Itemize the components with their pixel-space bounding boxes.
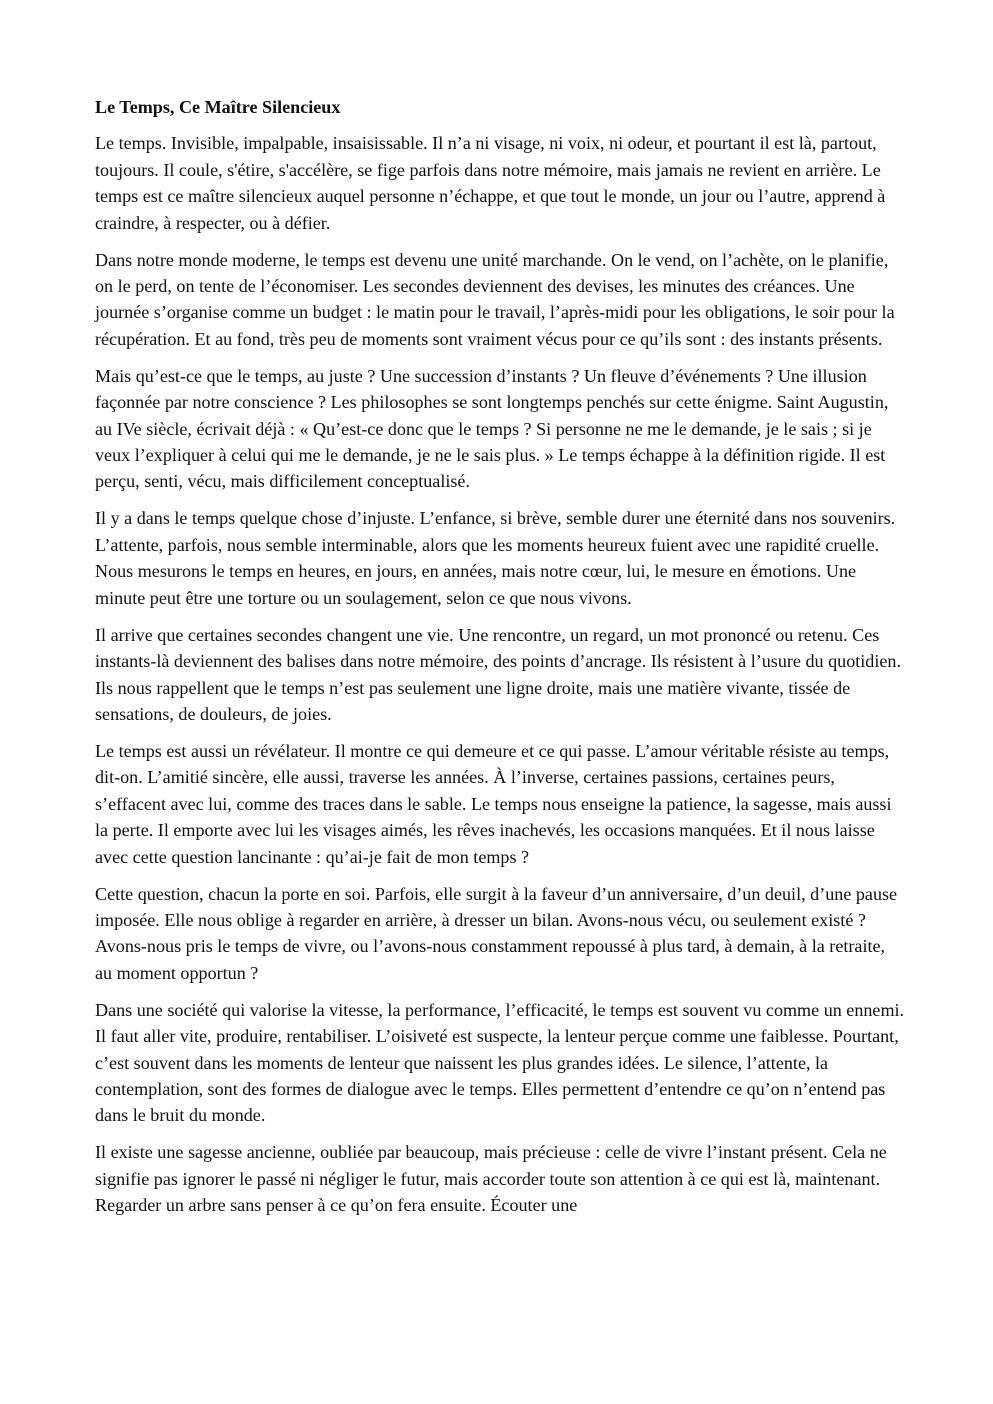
paragraph-4: Il y a dans le temps quelque chose d’injuste. L’enfance, si brève, semble durer une éternité dans nos souvenirs. L’attente, parfois, nous semble interminable, alors que les moments heureux fuient avec une rapidité cruelle. Nous mesurons le temps en heures, en jours, en années, mais notre cœur, lui, le mesure en émotions. Une minute peut être une torture ou un soulagement, selon ce que nous vivons. <box>95 508 896 608</box>
paragraph-1: Le temps. Invisible, impalpable, insaisissable. Il n’a ni visage, ni voix, ni odeur, et pourtant il est là, partout, toujours. Il coule, s'étire, s'accélère, se fige parfois dans notre mémoire, mais jamais ne revient en arrière. Le temps est ce maître silencieux auquel personne n’échappe, et que tout le monde, un jour ou l’autre, apprend à craindre, à respecter, ou à défier. <box>95 133 886 233</box>
paragraph-7: Cette question, chacun la porte en soi. Parfois, elle surgit à la faveur d’un anniversaire, d’un deuil, d’une pause imposée. Elle nous oblige à regarder en arrière, à dresser un bilan. Avons-nous vécu, ou seulement existé ? Avons-nous pris le temps de vivre, ou l’avons-nous constamment repoussé à plus tard, à demain, à la retraite, au moment opportun ? <box>95 883 898 983</box>
paragraph-3: Mais qu’est-ce que le temps, au juste ? Une succession d’instants ? Un fleuve d’événements ? Une illusion façonnée par notre conscience ? Les philosophes se sont longtemps penchés sur cette énigme. Saint Augustin, au IVe siècle, écrivait déjà : « Qu’est-ce donc que le temps ? Si personne ne me le demande, je le sais ; si je veux l’expliquer à celui qui me le demande, je ne le sais plus. » Le temps échappe à la définition rigide. Il est perçu, senti, vécu, mais difficilement conceptualisé. <box>95 365 889 492</box>
paragraph-5: Il arrive que certaines secondes changent une vie. Une rencontre, un regard, un mot prononcé ou retenu. Ces instants-là deviennent des balises dans notre mémoire, des points d’ancrage. Ils résistent à l’usure du quotidien. Ils nous rappellent que le temps n’est pas seulement une ligne droite, mais une matière vivante, tissée de sensations, de douleurs, de joies. <box>95 624 901 724</box>
paragraph-6: Le temps est aussi un révélateur. Il montre ce qui demeure et ce qui passe. L’amour véritable résiste au temps, dit-on. L’amitié sincère, elle aussi, traverse les années. À l’inverse, certaines passions, certaines peurs, s’effacent avec lui, comme des traces dans le sable. Le temps nous enseigne la patience, la sagesse, mais aussi la perte. Il emporte avec lui les visages aimés, les rêves inachevés, les occasions manquées. Et il nous laisse avec cette question lancinante : qu’ai-je fait de mon temps ? <box>95 740 892 867</box>
paragraph-8: Dans une société qui valorise la vitesse, la performance, l’efficacité, le temps est souvent vu comme un ennemi. Il faut aller vite, produire, rentabiliser. L’oisiveté est suspecte, la lenteur perçue comme une faiblesse. Pourtant, c’est souvent dans les moments de lenteur que naissent les plus grandes idées. Le silence, l’attente, la contemplation, sont des formes de dialogue avec le temps. Elles permettent d’entendre ce qu’on n’entend pas dans le bruit du monde. <box>95 999 905 1126</box>
paragraph-9: Il existe une sagesse ancienne, oubliée par beaucoup, mais précieuse : celle de vivre l’instant présent. Cela ne signifie pas ignorer le passé ni négliger le futur, mais accorder toute son attention à ce qui est là, maintenant. Regarder un arbre sans penser à ce qu’on fera ensuite. Écouter une <box>95 1142 887 1216</box>
paragraph-2: Dans notre monde moderne, le temps est devenu une unité marchande. On le vend, on l’achète, on le planifie, on le perd, on tente de l’économiser. Les secondes deviennent des devises, les minutes des créances. Une journée s’organise comme un budget : le matin pour le travail, l’après-midi pour les obligations, le soir pour la récupération. Et au fond, très peu de moments sont vraiment vécus pour ce qu’ils sont : des instants présents. <box>95 249 895 349</box>
document-page <box>95 94 905 1229</box>
document-title: Le Temps, Ce Maître Silencieux <box>95 97 341 117</box>
